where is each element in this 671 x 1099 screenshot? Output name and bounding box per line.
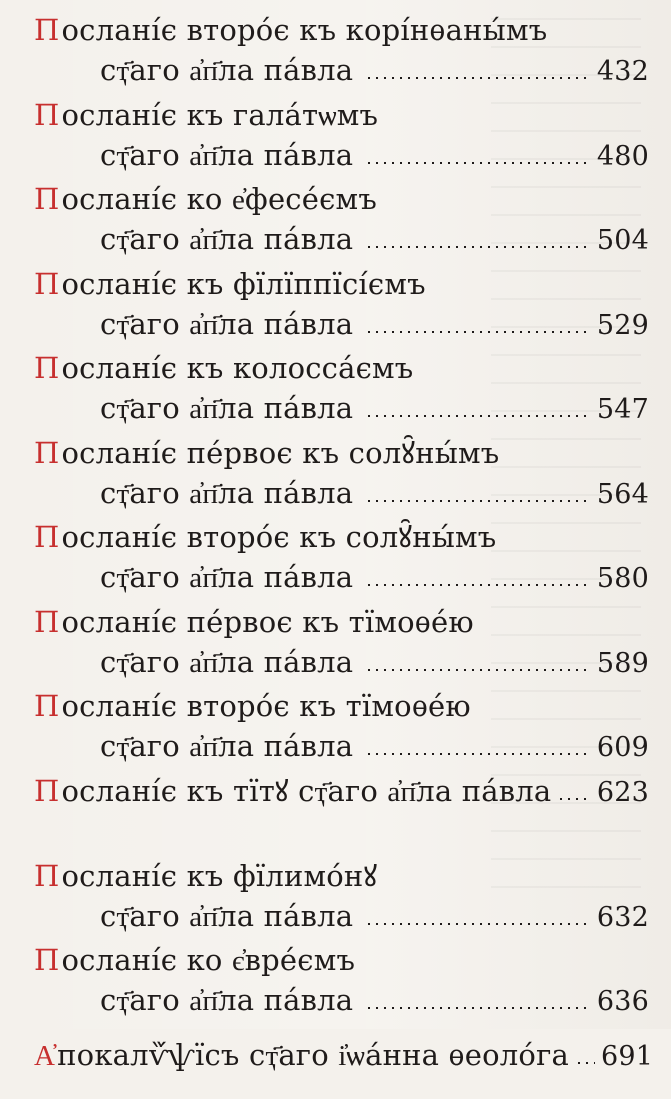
- entry-title: ослані́є къ фїлимо́нꙋ: [61, 858, 378, 893]
- toc-entry: [34, 856, 649, 941]
- toc-entry: [34, 602, 649, 687]
- entry-title: ослані́є второ́є къ солꙋ̑ны́мъ: [61, 520, 497, 554]
- entry-subtitle: сҭ҃аго а҆п҃ла па́вла: [100, 898, 354, 933]
- entry-page-number: 432: [596, 56, 649, 87]
- entry-title: ослані́є пе́рвоє къ солꙋ̑ны́мъ: [61, 435, 500, 470]
- leader-dots: [365, 76, 591, 80]
- entry-initial: П: [34, 858, 60, 893]
- entry-title-line: [34, 10, 649, 50]
- entry-initial: П: [34, 943, 60, 977]
- entry-page-number: 636: [596, 986, 649, 1017]
- entry-title-line: [34, 179, 649, 219]
- entry-title-line: [34, 95, 649, 135]
- entry-title-line: [34, 348, 649, 388]
- entry-subtitle: сҭ҃аго а҆п҃ла па́вла: [100, 222, 354, 256]
- toc-entry: [34, 348, 649, 433]
- entry-title: ослані́є къ колосса́ємъ: [61, 351, 414, 385]
- entry-initial: П: [34, 266, 60, 301]
- entry-subtitle-line: [34, 304, 649, 346]
- entry-initial: А҆: [34, 1037, 56, 1072]
- entry-subtitle-line: [34, 219, 649, 261]
- leader-dots: [365, 668, 591, 672]
- entry-title-line: [34, 940, 649, 980]
- leader-dots: [575, 1061, 595, 1065]
- entry-subtitle: сҭ҃аго а҆п҃ла па́вла: [100, 391, 354, 425]
- entry-initial: П: [34, 689, 60, 723]
- toc-entry: [34, 179, 649, 264]
- entry-page-number: 691: [600, 1040, 654, 1072]
- entry-subtitle: сҭ҃аго а҆п҃ла па́вла: [100, 137, 354, 172]
- toc-entry: [34, 771, 649, 856]
- entry-page-number: 529: [596, 309, 649, 341]
- toc-entry: [34, 686, 649, 771]
- entry-subtitle: сҭ҃аго а҆п҃ла па́вла: [100, 560, 354, 594]
- entry-subtitle-line: [34, 726, 649, 768]
- entry-subtitle: сҭ҃аго а҆п҃ла па́вла: [100, 644, 354, 679]
- entry-initial: П: [34, 773, 60, 808]
- entry-page-number: 623: [596, 776, 649, 808]
- entry-subtitle: сҭ҃аго а҆п҃ла па́вла: [100, 983, 354, 1017]
- entry-page-number: 580: [596, 563, 649, 594]
- entry-title: ослані́є къ тїтꙋ сҭ҃аго а҆п҃ла па́вла: [61, 773, 552, 808]
- leader-dots: [365, 752, 591, 756]
- entry-initial: П: [34, 182, 60, 216]
- entry-title: ослані́є къ фїлїппїсі́ємъ: [61, 266, 426, 301]
- entry-subtitle: сҭ҃аго а҆п҃ла па́вла: [100, 306, 354, 341]
- entry-title-line: [34, 433, 649, 473]
- toc-entry: [34, 433, 649, 518]
- leader-dots: [365, 583, 591, 587]
- entry-title: покалѷ́ѱїсъ сҭ҃аго і҆ѡа́нна ѳеоло́га: [57, 1037, 569, 1072]
- entry-initial: П: [34, 97, 60, 132]
- leader-dots: [365, 499, 591, 503]
- entry-page-number: 589: [596, 647, 649, 679]
- leader-dots: [365, 245, 591, 249]
- toc-entry: [34, 10, 649, 95]
- entry-subtitle: сҭ҃аго а҆п҃ла па́вла: [100, 475, 354, 510]
- toc-entry: [34, 940, 649, 1025]
- toc-entry: [34, 95, 649, 180]
- entry-page-number: 504: [596, 225, 649, 256]
- entry-initial: П: [34, 351, 60, 385]
- entry-subtitle-line: [34, 642, 649, 684]
- entry-title: ослані́є ко є҆вре́ємъ: [61, 943, 356, 977]
- entry-initial: П: [34, 520, 60, 554]
- toc-entry: [34, 517, 649, 602]
- entry-page-number: 564: [596, 478, 649, 510]
- entry-initial: П: [34, 604, 60, 639]
- entry-title-line: [34, 686, 649, 726]
- entry-title: ослані́є ко е҆фесе́ємъ: [61, 182, 377, 216]
- entry-page-number: 632: [596, 901, 649, 933]
- entry-subtitle-line: [34, 50, 649, 92]
- leader-dots: [365, 1006, 591, 1010]
- entry-subtitle-line: [34, 980, 649, 1022]
- entry-subtitle-line: [34, 135, 649, 177]
- entry-page-number: 480: [596, 140, 649, 172]
- entry-subtitle-line: [34, 388, 649, 430]
- entry-subtitle-line: [34, 473, 649, 515]
- leader-dots: [557, 797, 590, 801]
- entry-initial: П: [34, 435, 60, 470]
- entry-subtitle-line: [34, 557, 649, 599]
- leader-dots: [365, 922, 591, 926]
- entry-title-line: [34, 602, 649, 642]
- entry-page-number: 547: [596, 394, 649, 425]
- toc-entry: [34, 264, 649, 349]
- entry-title: ослані́є второ́є къ корі́нѳаны́мъ: [61, 13, 548, 47]
- entry-subtitle-line: [34, 896, 649, 938]
- leader-dots: [365, 330, 591, 334]
- entry-subtitle: сҭ҃аго а҆п҃ла па́вла: [100, 53, 354, 87]
- toc-entry: [34, 1035, 654, 1099]
- entry-title: ослані́є пе́рвоє къ тїмоѳе́ю: [61, 604, 474, 639]
- entry-title-line: [34, 264, 649, 304]
- entry-title-line: [34, 856, 649, 896]
- entry-single-line: [34, 1035, 654, 1077]
- entry-title: ослані́є второ́є къ тїмоѳе́ю: [61, 689, 471, 723]
- leader-dots: [365, 414, 591, 418]
- entry-title: ослані́є къ гала́тѡмъ: [61, 97, 379, 132]
- entry-subtitle: сҭ҃аго а҆п҃ла па́вла: [100, 729, 354, 763]
- entry-page-number: 609: [596, 732, 649, 763]
- entry-title-line: [34, 517, 649, 557]
- entry-single-line: [34, 771, 649, 813]
- leader-dots: [365, 161, 591, 165]
- entry-initial: П: [34, 13, 60, 47]
